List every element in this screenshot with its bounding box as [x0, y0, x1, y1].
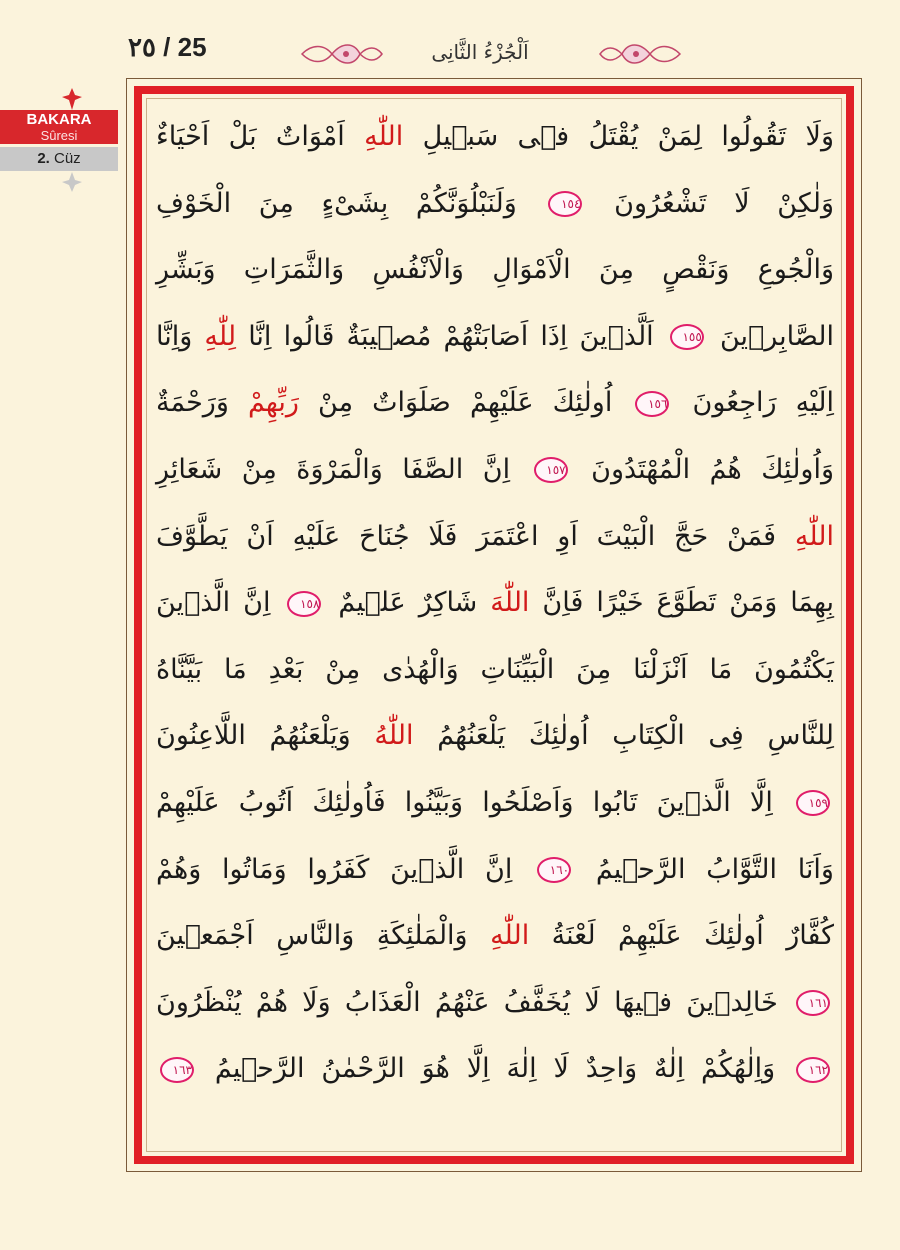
verse-text: اِنَّ الَّذٖينَ	[156, 587, 284, 619]
verse-line	[150, 437, 840, 504]
arabesque-ornament-icon	[598, 42, 684, 66]
divine-name: اللّٰهُ	[374, 720, 414, 752]
verse-line	[150, 1036, 840, 1103]
verse-text: خَالِدٖينَ فٖيهَا لَا يُخَفَّفُ عَنْهُمُ الْعَذَابُ وَلَا هُمْ يُنْظَرُونَ	[156, 986, 792, 1018]
ayah-number-marker: ١٥٩	[796, 790, 830, 816]
verse-line	[150, 903, 840, 970]
verse-text: اُولٰئِكَ عَلَيْهِمْ صَلَوَاتٌ مِنْ	[298, 387, 632, 419]
juz-label: Cüz	[54, 150, 81, 167]
divine-name: اللّٰهَ	[490, 587, 530, 619]
verse-line	[150, 237, 840, 304]
divine-name: اللّٰهِ	[490, 920, 530, 952]
ayah-number-marker: ١٥٦	[635, 391, 669, 417]
verse-text: وَلَنَبْلُوَنَّكُمْ بِشَیْءٍ مِنَ الْخَوْفِ	[156, 187, 545, 219]
verse-block	[150, 104, 840, 1103]
verse-line	[150, 304, 840, 371]
verse-text: وَالْمَلٰئِكَةِ وَالنَّاسِ اَجْمَعٖينَ	[156, 920, 491, 952]
verse-text: بِهِمَا وَمَنْ تَطَوَّعَ خَيْرًا فَاِنَّ	[529, 587, 835, 619]
arabesque-ornament-icon	[298, 42, 384, 66]
divine-name: اللّٰهِ	[794, 520, 834, 552]
verse-text: وَالْجُوعِ وَنَقْصٍ مِنَ الْاَمْوَالِ وَالْاَنْفُسِ وَالثَّمَرَاتِ وَبَشِّرِ	[156, 254, 834, 286]
juz-title: اَلْجُزْءُ الثَّانِى	[431, 40, 529, 64]
verse-text: فَمَنْ حَجَّ الْبَيْتَ اَوِ اعْتَمَرَ فَلَا جُنَاحَ عَلَيْهِ اَنْ يَطَّوَّفَ	[156, 520, 795, 552]
fleur-ornament-icon	[62, 88, 82, 110]
verse-line	[150, 837, 840, 904]
verse-text: وَيَلْعَنُهُمُ اللَّاعِنُونَ	[156, 720, 375, 752]
ayah-number-marker: ١٦٣	[160, 1057, 194, 1083]
verse-line	[150, 637, 840, 704]
verse-text: اِنَّ الصَّفَا وَالْمَرْوَةَ مِنْ شَعَائِرِ	[156, 453, 530, 485]
juz-number: 2.	[37, 150, 50, 167]
verse-text: وَاِلٰهُكُمْ اِلٰهٌ وَاحِدٌ لَا اِلٰهَ اِلَّا هُوَ الرَّحْمٰنُ الرَّحٖيمُ	[198, 1053, 792, 1085]
verse-line	[150, 703, 840, 770]
surah-sub-label: Sûresi	[40, 128, 78, 143]
verse-text: وَاِنَّا	[156, 320, 205, 352]
verse-text: اِنَّ الَّذٖينَ كَفَرُوا وَمَاتُوا وَهُمْ	[156, 853, 534, 885]
surah-name: BAKARA	[26, 111, 92, 128]
divine-name: لِلّٰهِ	[204, 320, 237, 352]
verse-text: وَلٰكِنْ لَا تَشْعُرُونَ	[586, 187, 834, 219]
divine-name: اللّٰهِ	[364, 121, 404, 152]
verse-line	[150, 570, 840, 637]
divine-name: رَبِّهِمْ	[247, 387, 299, 419]
page-number: ٢٥ / 25	[128, 32, 207, 62]
verse-line	[150, 504, 840, 571]
verse-line	[150, 770, 840, 837]
verse-line	[150, 171, 840, 238]
verse-text: الصَّابِرٖينَ	[707, 320, 834, 352]
ayah-number-marker: ١٦٠	[537, 857, 571, 883]
verse-text: شَاكِرٌ عَلٖيمٌ	[325, 587, 491, 619]
verse-text: كُفَّارٌ اُولٰئِكَ عَلَيْهِمْ لَعْنَةُ	[529, 920, 834, 952]
verse-text: اِلَيْهِ رَاجِعُونَ	[673, 387, 834, 419]
ayah-number-marker: ١٥٥	[670, 324, 704, 350]
verse-text: اِلَّا الَّذٖينَ تَابُوا وَاَصْلَحُوا وَبَيَّنُوا فَاُولٰئِكَ اَتُوبُ عَلَيْهِمْ	[156, 786, 792, 818]
surah-tab[interactable]	[0, 110, 118, 144]
ayah-number-marker: ١٥٧	[534, 457, 568, 483]
verse-text: وَاُولٰئِكَ هُمُ الْمُهْتَدُونَ	[571, 453, 835, 485]
ayah-number-marker: ١٥٨	[287, 591, 321, 617]
verse-text: وَرَحْمَةٌ	[156, 387, 248, 419]
verse-text: وَلَا تَقُولُوا لِمَنْ يُقْتَلُ فٖى سَبٖيلِ	[403, 121, 834, 152]
verse-line	[150, 970, 840, 1037]
verse-line	[150, 370, 840, 437]
verse-line	[150, 104, 840, 171]
ayah-number-marker: ١٥٤	[548, 191, 582, 217]
fleur-ornament-icon	[62, 172, 82, 192]
juz-tab[interactable]	[0, 147, 118, 171]
verse-text: اَمْوَاتٌ بَلْ اَحْيَاءٌ	[156, 121, 365, 152]
verse-text: يَكْتُمُونَ مَا اَنْزَلْنَا مِنَ الْبَيِّنَاتِ وَالْهُدٰى مِنْ بَعْدِ مَا بَيَّنَّاهُ	[156, 653, 834, 685]
ayah-number-marker: ١٦٢	[796, 1057, 830, 1083]
verse-text: لِلنَّاسِ فِى الْكِتَابِ اُولٰئِكَ يَلْعَنُهُمُ	[413, 720, 834, 752]
ayah-number-marker: ١٦١	[796, 990, 830, 1016]
verse-text: اَلَّذٖينَ اِذَا اَصَابَتْهُمْ مُصٖيبَةٌ قَالُوا اِنَّا	[236, 320, 666, 352]
verse-text: وَاَنَا التَّوَّابُ الرَّحٖيمُ	[575, 853, 834, 885]
